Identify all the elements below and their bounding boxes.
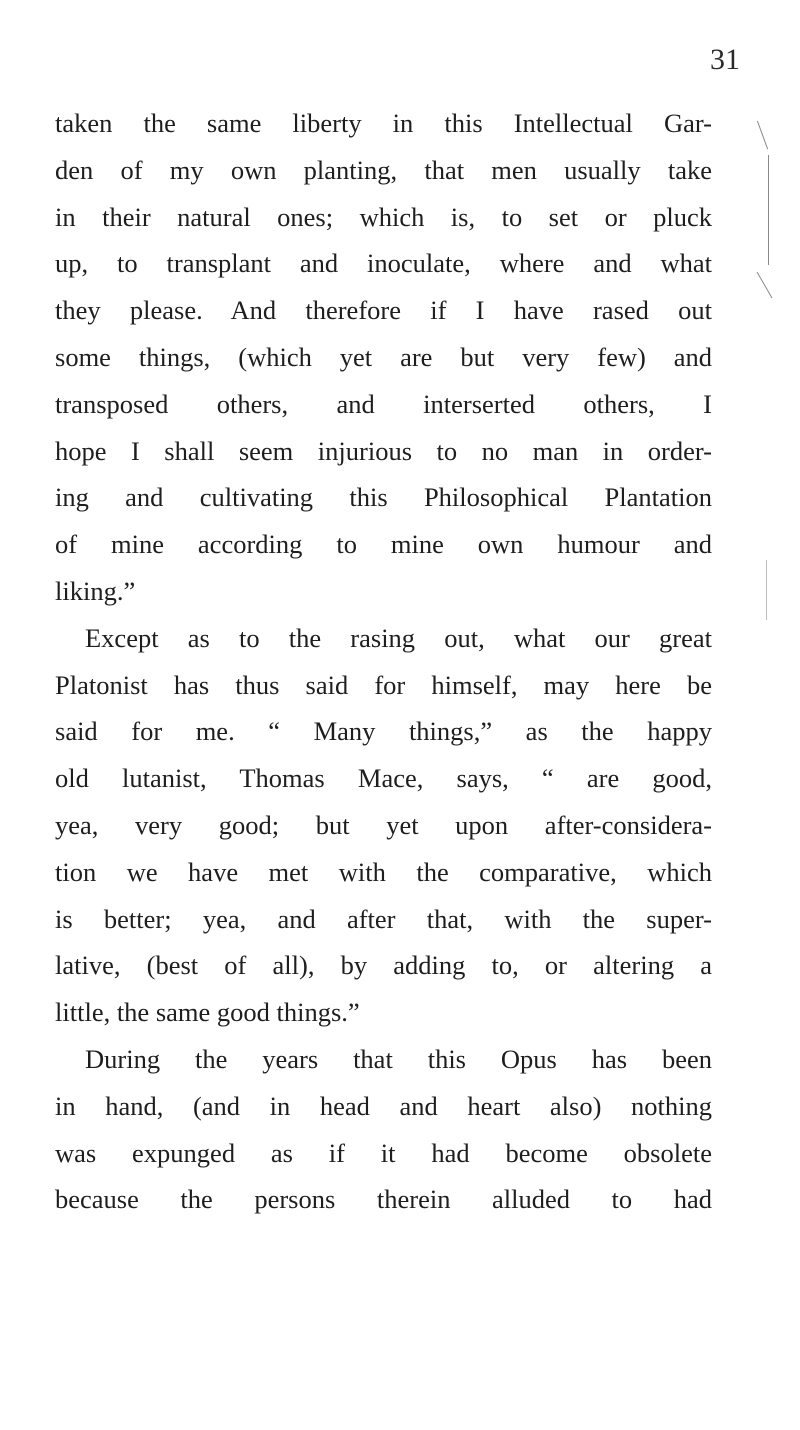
text-line: is better; yea, and after that, with the super- (55, 903, 712, 934)
text-line: in hand, (and in head and heart also) nothing (55, 1090, 712, 1121)
body-text (55, 100, 712, 1223)
margin-scan-mark (757, 121, 768, 150)
text-line: in their natural ones; which is, to set or pluck (55, 201, 712, 232)
text-line: because the persons therein alluded to had (55, 1184, 712, 1215)
text-line: of mine according to mine own humour and (55, 529, 712, 560)
margin-scan-mark (768, 155, 769, 265)
text-line: was expunged as if it had become obsolete (55, 1137, 712, 1168)
text-line: some things, (which yet are but very few) and (55, 341, 712, 372)
text-line: up, to transplant and inoculate, where and what (55, 248, 712, 279)
text-line: old lutanist, Thomas Mace, says, “ are good, (55, 763, 712, 794)
text-line: den of my own planting, that men usually take (55, 154, 712, 185)
text-line: they please. And therefore if I have rased out (55, 295, 712, 326)
margin-scan-mark (757, 272, 773, 298)
text-line: transposed others, and interserted others, I (55, 388, 712, 419)
paragraph-start-line: Except as to the rasing out, what our great (85, 622, 712, 653)
text-line: Platonist has thus said for himself, may here be (55, 669, 712, 700)
paragraph-end-line: liking.” (55, 575, 136, 606)
margin-scan-mark (766, 560, 767, 620)
paragraph-start-line: During the years that this Opus has been (85, 1043, 712, 1074)
text-line: taken the same liberty in this Intellectual Gar- (55, 108, 712, 138)
paragraph-end-line: little, the same good things.” (55, 997, 360, 1028)
text-line: tion we have met with the comparative, which (55, 856, 712, 887)
text-line: ing and cultivating this Philosophical Plantation (55, 482, 712, 513)
text-line: said for me. “ Many things,” as the happy (55, 716, 712, 747)
text-line: lative, (best of all), by adding to, or altering a (55, 950, 712, 981)
text-line: yea, very good; but yet upon after-considera- (55, 809, 712, 840)
page-number: 31 (710, 43, 740, 76)
text-line: hope I shall seem injurious to no man in order- (55, 435, 712, 466)
